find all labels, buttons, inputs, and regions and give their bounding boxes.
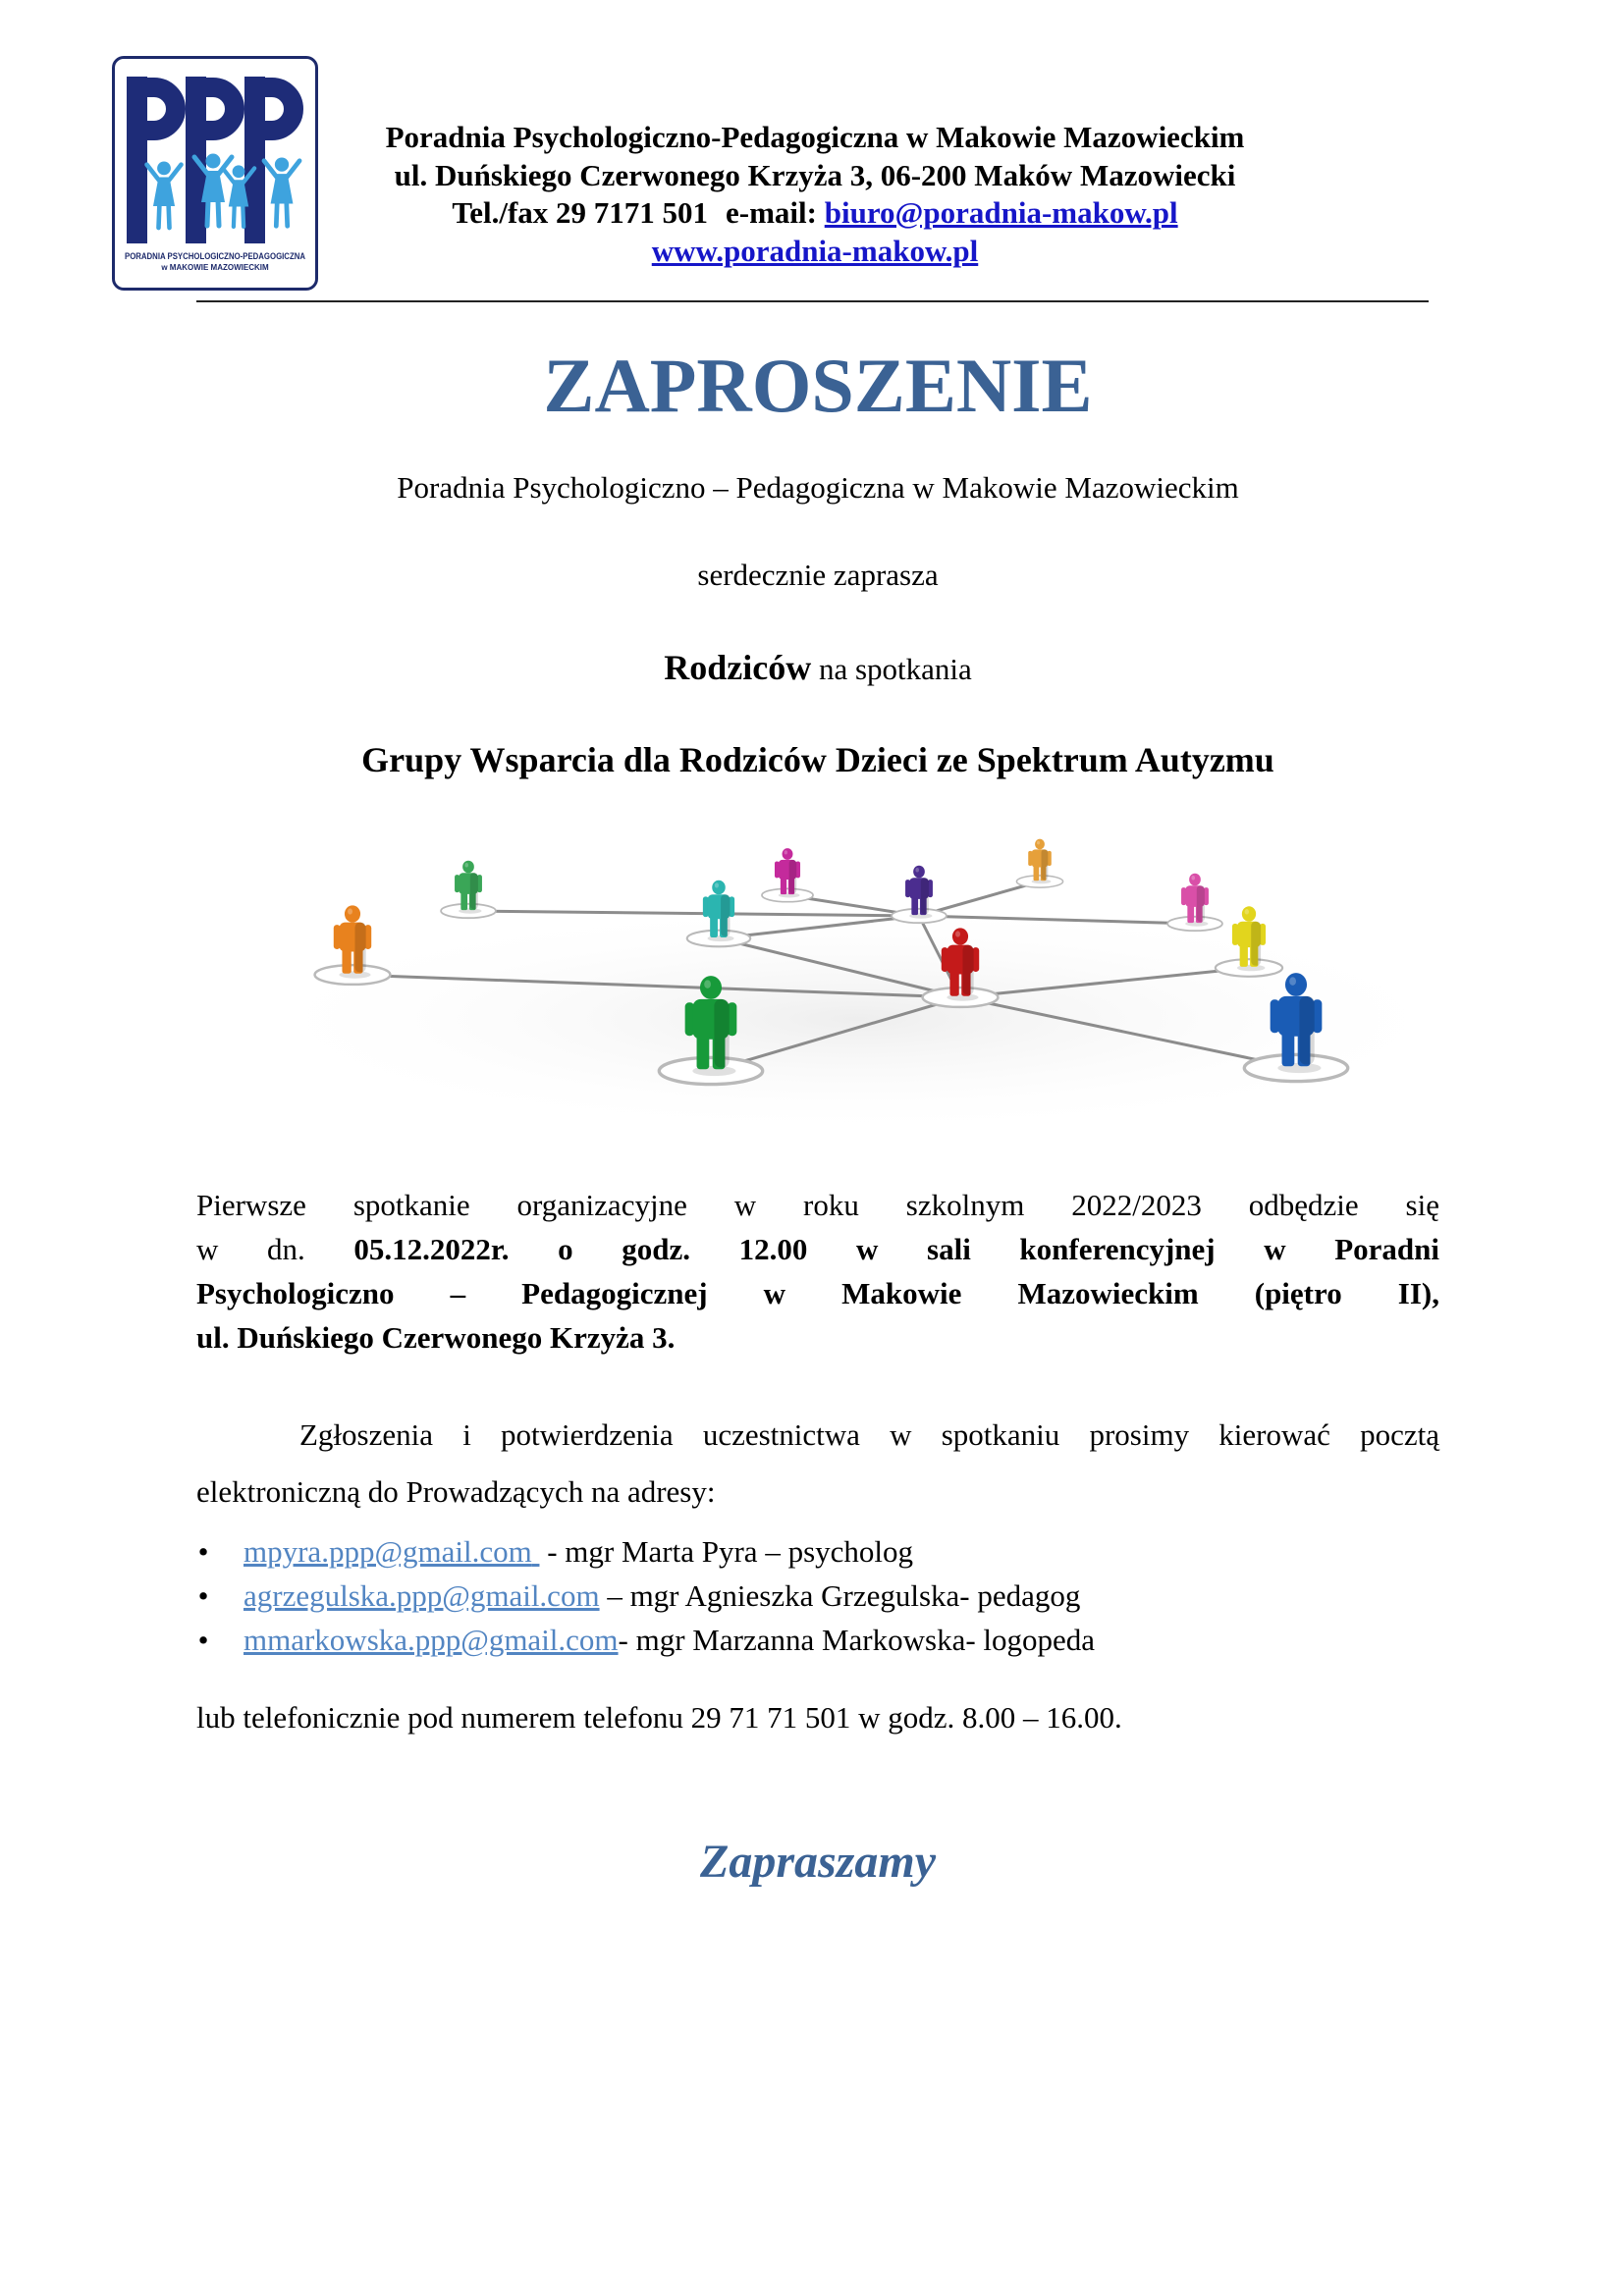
child-figure-icon <box>147 161 182 228</box>
institution-name: Poradnia Psychologiczno-Pedagogiczna w Makowie Mazowieckim <box>385 120 1245 154</box>
audience-line <box>196 643 1439 694</box>
contact-list <box>196 1529 1439 1662</box>
email-label: e-mail: <box>726 195 817 230</box>
contact-person: - mgr Marzanna Markowska- logopeda <box>618 1623 1096 1657</box>
meeting-line-3 <box>196 1271 1439 1315</box>
contact-line <box>324 194 1306 233</box>
person-figure <box>892 866 947 924</box>
page-title: ZAPROSZENIE <box>543 343 1093 428</box>
list-item <box>196 1574 1439 1618</box>
ppp-logo-graphic <box>115 59 315 288</box>
meeting-line-4 <box>196 1315 1439 1360</box>
bullet: • <box>197 1578 209 1613</box>
person-figure <box>1167 874 1222 932</box>
contact-email-link[interactable]: agrzegulska.ppp@gmail.com <box>244 1578 600 1613</box>
institution-address: ul. Duńskiego Czerwonego Krzyża 3, 06-200 Maków Mazowiecki <box>394 157 1236 192</box>
letterhead <box>324 119 1306 270</box>
institution-email-link[interactable]: biuro@poradnia-makow.pl <box>824 195 1178 230</box>
audience-bold: Rodziców <box>664 648 812 687</box>
people-network-illustration <box>228 832 1467 1127</box>
invites-line: serdecznie zaprasza <box>697 558 939 592</box>
person-figure <box>1016 839 1062 887</box>
audience-rest: na spotkania <box>818 652 972 686</box>
meeting-date-prefix: w dn. <box>196 1232 305 1266</box>
child-figure-icon <box>264 157 299 226</box>
person-figure <box>762 848 813 902</box>
registration-line-1: Zgłoszenia i potwierdzenia uczestnictwa w spotkaniu prosimy kierować pocztą <box>299 1417 1439 1452</box>
ppp-logo <box>112 56 318 291</box>
organizer-line: Poradnia Psychologiczno – Pedagogiczna w Makowie Mazowieckim <box>397 470 1239 505</box>
support-group-name: Grupy Wsparcia dla Rodziców Dzieci ze Spektrum Autyzmu <box>361 740 1274 779</box>
contact-person: - mgr Marta Pyra – psycholog <box>547 1534 914 1569</box>
list-item <box>196 1618 1439 1662</box>
website-link[interactable]: www.poradnia-makow.pl <box>651 233 979 268</box>
contact-person: – mgr Agnieszka Grzegulska- pedagog <box>607 1578 1081 1613</box>
meeting-date-time: 05.12.2022r. o godz. 12.00 w sali konferencyjnej w Poradni <box>353 1232 1440 1266</box>
registration-line-2: elektroniczną do Prowadzących na adresy: <box>196 1474 716 1509</box>
closing-greeting: Zapraszamy <box>700 1836 936 1888</box>
person-figure <box>441 861 496 919</box>
meeting-address: ul. Duńskiego Czerwonego Krzyża 3. <box>196 1320 676 1355</box>
meeting-place: Psychologiczno – Pedagogicznej w Makowie Mazowieckim (piętro II), <box>196 1276 1439 1310</box>
tel-fax: Tel./fax 29 7171 501 <box>452 195 709 230</box>
list-item <box>196 1529 1439 1574</box>
contact-email-link[interactable]: mmarkowska.ppp@gmail.com <box>244 1623 619 1657</box>
contact-email-link[interactable]: mpyra.ppp@gmail.com <box>244 1534 532 1569</box>
header-divider <box>196 300 1429 302</box>
logo-children-figures <box>147 154 300 229</box>
meeting-paragraph <box>196 1183 1439 1360</box>
bullet: • <box>197 1623 209 1657</box>
registration-paragraph <box>196 1407 1439 1521</box>
bullet: • <box>197 1534 209 1569</box>
meeting-line-2 <box>196 1227 1439 1271</box>
meeting-line-1: Pierwsze spotkanie organizacyjne w roku szkolnym 2022/2023 odbędzie się <box>196 1188 1439 1222</box>
logo-caption-line2: w MAKOWIE MAZOWIECKIM <box>161 263 269 272</box>
logo-caption-line1: PORADNIA PSYCHOLOGICZNO-PEDAGOGICZNA <box>125 251 306 261</box>
phone-registration-line: lub telefonicznie pod numerem telefonu 29 71 71 501 w godz. 8.00 – 16.00. <box>196 1700 1122 1735</box>
